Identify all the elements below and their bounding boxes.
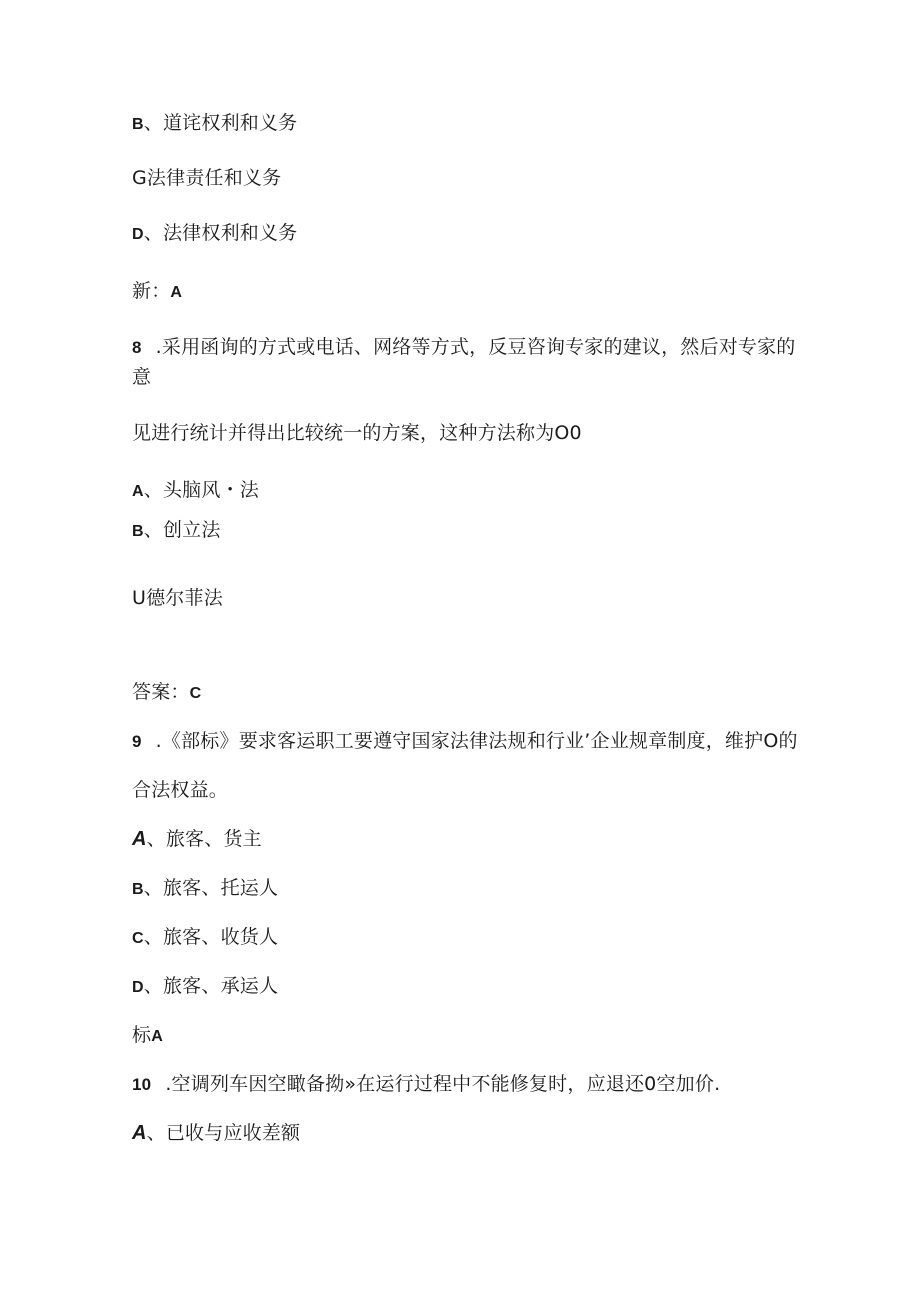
answer-prefix: 新： — [132, 280, 171, 302]
question-8-line-2 — [132, 365, 151, 389]
answer-prefix: 答案： — [132, 681, 190, 703]
option-text: 、旅客、托运人 — [143, 877, 279, 899]
option-b-prev — [132, 111, 297, 137]
question-text: .《部标》要求客运职工要遵守国家法律法规和行业’企业规章制度，维护O的 — [155, 730, 798, 752]
option-b — [132, 876, 278, 902]
answer-value: A — [170, 284, 183, 301]
question-text: 合法权益。 — [132, 779, 229, 801]
question-text: .空调列车因空瞰备拗»在运行过程中不能修复时，应退还0空加价. — [165, 1073, 721, 1095]
option-text: U德尔菲法 — [132, 587, 223, 609]
question-text: 见进行统计并得出比较统一的方案，这种方法称为O0 — [132, 422, 582, 444]
answer-q7 — [132, 279, 182, 305]
option-label: A — [132, 483, 144, 500]
option-a — [132, 1121, 300, 1145]
question-number: 8 — [132, 338, 142, 357]
option-label: D — [132, 979, 144, 996]
option-label: B — [132, 523, 144, 540]
option-label: A — [132, 1122, 147, 1144]
option-label: B — [132, 881, 144, 898]
question-10 — [132, 1072, 720, 1097]
option-c-prev — [132, 166, 281, 190]
option-c — [132, 586, 223, 610]
answer-value: C — [189, 685, 202, 702]
option-label: D — [132, 226, 144, 243]
option-a — [132, 478, 259, 504]
option-text: G法律责任和义务 — [132, 167, 282, 189]
answer-value: A — [151, 1028, 163, 1045]
option-a — [132, 827, 262, 851]
option-text: 、法律权利和义务 — [143, 222, 298, 244]
option-b — [132, 518, 221, 544]
question-9-line-1 — [132, 729, 798, 754]
question-9-line-2 — [132, 778, 228, 802]
answer-q8 — [132, 680, 201, 706]
option-c — [132, 925, 278, 951]
question-number: 9 — [132, 732, 142, 751]
option-text: 、创立法 — [143, 519, 221, 541]
option-text: 、旅客、货主 — [146, 828, 262, 850]
option-label: A — [132, 828, 147, 850]
option-text: 、旅客、收货人 — [143, 926, 279, 948]
answer-q9 — [132, 1023, 163, 1049]
question-text: 意 — [132, 366, 152, 388]
option-label: B — [132, 116, 144, 133]
option-text: 、旅客、承运人 — [143, 975, 279, 997]
option-d — [132, 974, 278, 1000]
option-d-prev — [132, 221, 297, 247]
question-8-line-3 — [132, 421, 582, 445]
answer-prefix: 标 — [132, 1024, 152, 1046]
question-text: .采用函询的方式或电话、网络等方式，反豆咨询专家的建议，然后对专家的 — [155, 336, 796, 358]
question-number: 10 — [132, 1075, 152, 1094]
option-text: 、头脑风・法 — [143, 479, 259, 501]
option-text: 、已收与应收差额 — [146, 1122, 301, 1144]
question-8-line-1 — [132, 335, 796, 360]
option-label: C — [132, 930, 144, 947]
option-text: 、道诧权利和义务 — [143, 112, 298, 134]
